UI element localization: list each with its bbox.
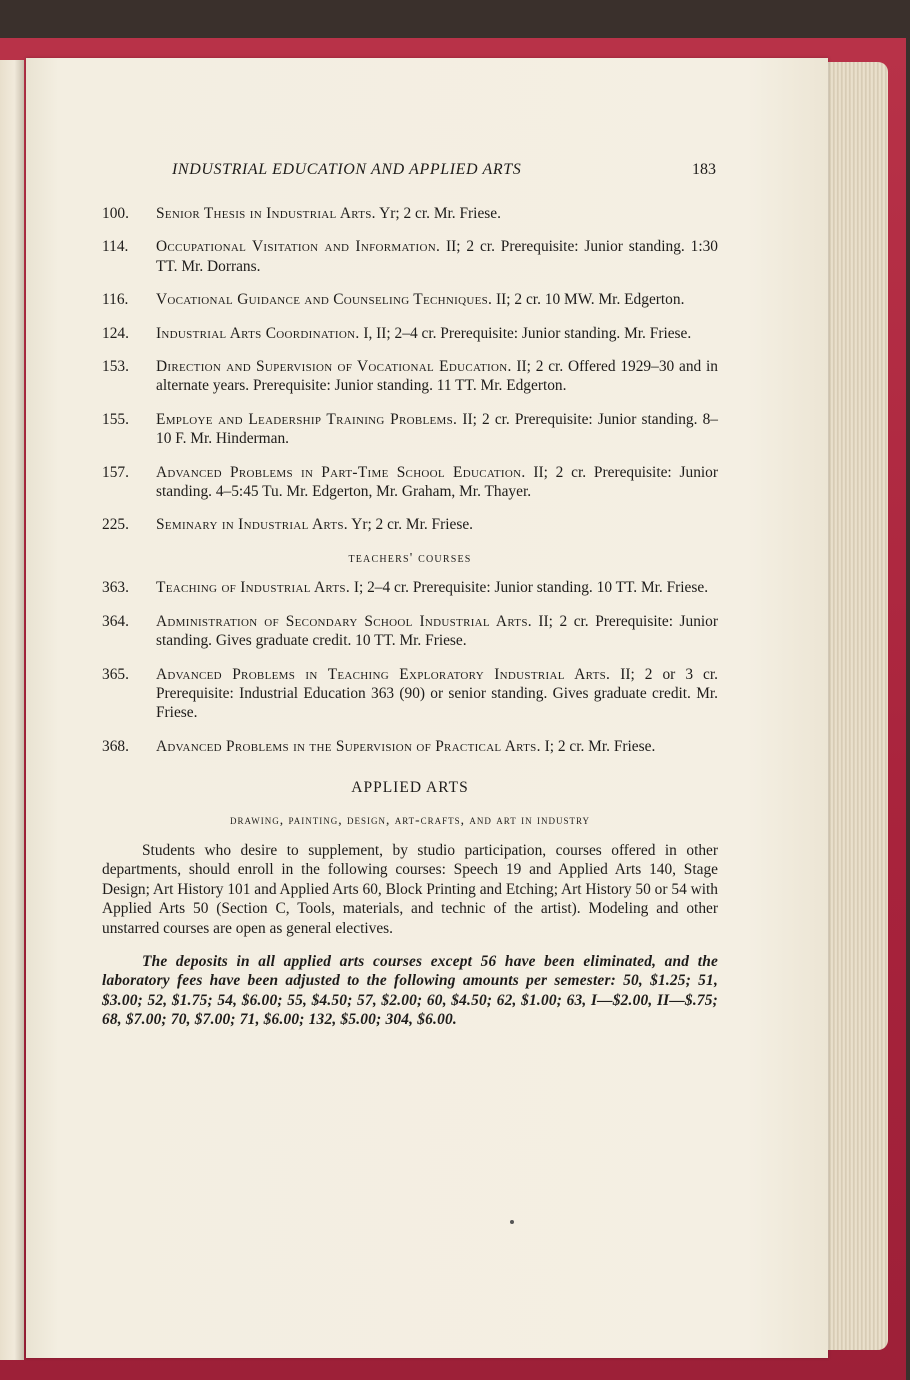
course-entry xyxy=(102,665,718,723)
course-number: 116. xyxy=(102,291,129,309)
course-details: II; 2 cr. Prerequisite: Junior standing. 1:30 TT. Mr. Dorrans. xyxy=(156,238,718,275)
course-entry xyxy=(102,324,718,343)
course-details: II; 2 cr. 10 MW. Mr. Edgerton. xyxy=(492,291,685,309)
course-entry xyxy=(102,357,718,396)
course-entry xyxy=(102,578,718,597)
page-number: 183 xyxy=(692,161,716,178)
course-entry xyxy=(102,737,718,756)
course-details: II; 2 cr. Prerequisite: Junior standing. 8–10 F. Mr. Hinderman. xyxy=(156,410,719,448)
course-number: 153. xyxy=(102,358,129,376)
course-details: II; 2 cr. Prerequisite: Junior standing. 4–5:45 Tu. Mr. Edgerton, Mr. Graham, Mr. Thayer. xyxy=(156,463,718,501)
course-number: 114. xyxy=(102,238,129,256)
course-number: 100. xyxy=(102,205,129,222)
running-title: INDUSTRIAL EDUCATION AND APPLIED ARTS xyxy=(172,161,522,178)
course-number: 157. xyxy=(102,463,129,481)
course-title: Administration of Secondary School Industrial Arts. xyxy=(156,612,532,630)
course-title: Industrial Arts Coordination. xyxy=(156,324,360,342)
course-list-industrial xyxy=(102,204,718,535)
course-entry xyxy=(102,515,718,534)
course-title: Direction and Supervision of Vocational Education. xyxy=(156,358,512,376)
facing-page-edge xyxy=(0,60,24,1360)
course-details: I; 2 cr. Mr. Friese. xyxy=(540,737,656,755)
course-list-teachers xyxy=(102,578,718,756)
page-edges xyxy=(818,62,888,1350)
course-title: Employe and Leadership Training Problems. xyxy=(156,410,458,428)
course-details: Yr; 2 cr. Mr. Friese. xyxy=(375,205,501,222)
course-title: Advanced Problems in Teaching Exploratory Industrial Arts. xyxy=(156,665,611,683)
course-title: Advanced Problems in the Supervision of Practical Arts. xyxy=(156,737,541,755)
course-title: Vocational Guidance and Counseling Techniques. xyxy=(156,291,493,309)
course-details: I; 2–4 cr. Prerequisite: Junior standing. 10 TT. Mr. Friese. xyxy=(349,579,709,597)
course-number: 155. xyxy=(102,410,129,428)
course-title: Advanced Problems in Part-Time School Education. xyxy=(156,463,526,481)
course-number: 124. xyxy=(102,324,129,342)
course-title: Seminary in Industrial Arts. xyxy=(156,516,348,534)
course-details: I, II; 2–4 cr. Prerequisite: Junior standing. Mr. Friese. xyxy=(359,324,692,342)
course-details: II; 2 or 3 cr. Prerequisite: Industrial Education 363 (90) or senior standing. Gives graduate credit. Mr. Friese. xyxy=(156,665,718,722)
course-entry xyxy=(102,410,718,449)
page-content xyxy=(102,160,718,1030)
course-entry xyxy=(102,237,718,276)
course-details: Yr; 2 cr. Mr. Friese. xyxy=(347,516,474,534)
course-entry xyxy=(102,204,718,223)
course-details: II; 2 cr. Prerequisite: Junior standing. Gives graduate credit. 10 TT. Mr. Friese. xyxy=(156,612,718,650)
running-head xyxy=(102,160,718,184)
course-title: Senior Thesis in Industrial Arts. xyxy=(156,205,376,222)
course-number: 364. xyxy=(102,612,129,630)
course-number: 225. xyxy=(102,516,129,534)
course-entry xyxy=(102,463,718,502)
course-details: II; 2 cr. Offered 1929–30 and in alternate years. Prerequisite: Junior standing. 11 TT. Mr. Edgerton. xyxy=(156,358,718,395)
applied-arts-subheading: drawing, painting, design, art-crafts, and art in industry xyxy=(230,811,590,827)
course-title: Teaching of Industrial Arts. xyxy=(156,579,350,597)
page-mark xyxy=(510,1220,514,1224)
fees-note: The deposits in all applied arts courses except 56 have been eliminated, and the laboratory fees have been adjusted to the following amounts per semester: 50, $1.25; 51, $3.00; 52, $1.75; 54, $6.00; 55, $4.50; 57, $2.00; 60, $4.50; 62, $1.00; 63, I—$2.00, II—$.75; 68, $7.00; 70, $7.00; 71, $6.00; 132, $5.00; 304, $6.00. xyxy=(102,952,718,1029)
course-entry xyxy=(102,290,718,309)
course-number: 368. xyxy=(102,737,129,755)
course-number: 363. xyxy=(102,579,129,597)
course-entry xyxy=(102,612,718,651)
course-title: Occupational Visitation and Information. xyxy=(156,238,441,256)
teachers-courses-heading: teachers' courses xyxy=(348,550,472,566)
applied-arts-paragraph: Students who desire to supplement, by studio participation, courses offered in other departments, should enroll in the following courses: Speech 19 and Applied Arts 140, Stage Design; Art History 101 and Applied Arts 60, Block Printing and Etching; Art History 50 or 54 with Applied Arts 50 (Section C, Tools, materials, and technic of the artist). Modeling and other unstarred courses are open as general electives. xyxy=(102,841,718,937)
course-number: 365. xyxy=(102,665,129,683)
applied-arts-heading: APPLIED ARTS xyxy=(351,779,469,797)
